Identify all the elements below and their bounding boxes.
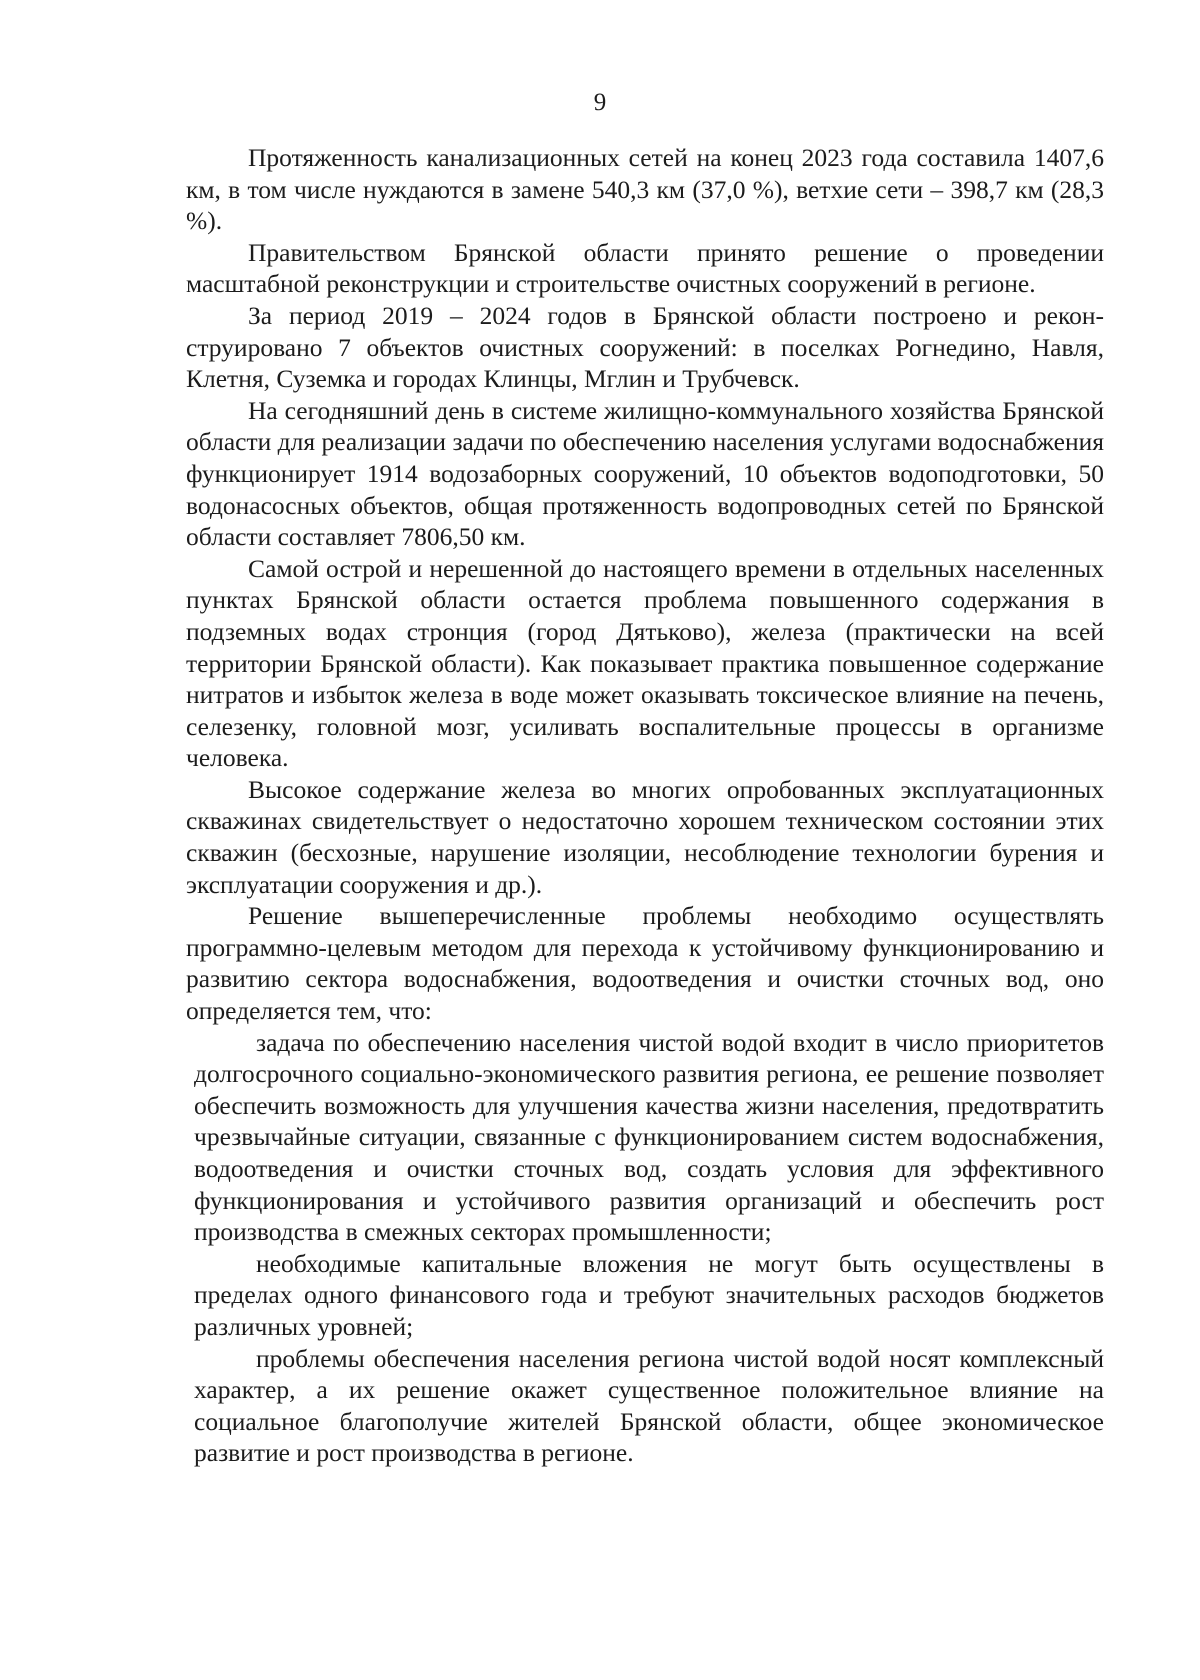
paragraph-sewer-network-length: Протяженность канализационных сетей на конец 2023 года составила 1407,6 км, в том числе нуждаются в замене 540,3 км (37,0 %), ветхие сети – 398,7 км (28,3 %). — [186, 143, 1104, 236]
document-body — [186, 142, 1104, 1469]
list-item-complex-problem: проблемы обеспечения населения региона чистой водой носят комплексный характер, а их решение окажет существенное положительное влияние на социальное благополучие жителей Брянской области, общее экономическое развитие и рост производства в регионе. — [194, 1343, 1104, 1468]
paragraph-program-method: Решение вышеперечисленные проблемы необходимо осуществлять программно-целевым методом для перехода к устойчивому функционированию и развитию сектора водоснабжения, водоотведения и очистки сточных вод, оно определяется тем, что: — [186, 901, 1104, 1026]
page-number: 9 — [593, 89, 607, 116]
list-item-capital-investment: необходимые капитальные вложения не могут быть осуществлены в пределах одного финансового года и требуют значительных расходов бюджетов различных уровней; — [194, 1248, 1104, 1341]
paragraph-government-decision: Правительством Брянской области принято решение о проведении масштабной реконструкции и строительстве очистных сооружений в регионе. — [186, 237, 1104, 299]
paragraph-treatment-facilities: За период 2019 – 2024 годов в Брянской области построено и реконструировано 7 объектов очистных сооружений: в поселках Рогнедино, Навля, Клетня, Суземка и городах Клинцы, Мглин и Трубчевск. — [186, 300, 1104, 394]
paragraph-water-quality-problem: Самой острой и нерешенной до настоящего времени в отдельных населенных пунктах Брянской области остается проблема повышенного содержания в подземных водах стронция (город Дятьково), железа (практически на всей территории Брянской области). Как показывает практика повышенное содержание нитратов и избыток железа в воде может оказывать токсическое влияние на печень, селезенку, головной мозг, усиливать воспалительные процессы в организме человека. — [186, 553, 1104, 773]
paragraph-water-supply-system: На сегодняшний день в системе жилищно-коммунального хозяйства Брянской области для реализации задачи по обеспечению населения услугами водоснабжения функционирует 1914 водозаборных сооружений, 10 объектов водоподготовки, 50 водонасосных объектов, общая протяженность водопроводных сетей по Брянской области составляет 7806,50 км. — [186, 395, 1104, 552]
paragraph-iron-content: Высокое содержание железа во многих опробованных эксплуатационных скважинах свидетельствует о недостаточно хорошем техническом состоянии этих скважин (бесхозные, нарушение изоляции, несоблюдение технологии бурения и эксплуатации сооружения и др.). — [186, 774, 1104, 899]
list-item-clean-water-priority: задача по обеспечению населения чистой водой входит в число приоритетов долгосрочного социально-экономического развития региона, ее решение позволяет обеспечить возможность для улучшения качества жизни населения, предотвратить чрезвычайные ситуации, связанные с функционированием систем водоснабжения, водоотведения и очистки сточных вод, создать условия для эффективного функционирования и устойчивого развития организаций и обеспечить рост производства в смежных секторах промышленности; — [194, 1027, 1104, 1247]
